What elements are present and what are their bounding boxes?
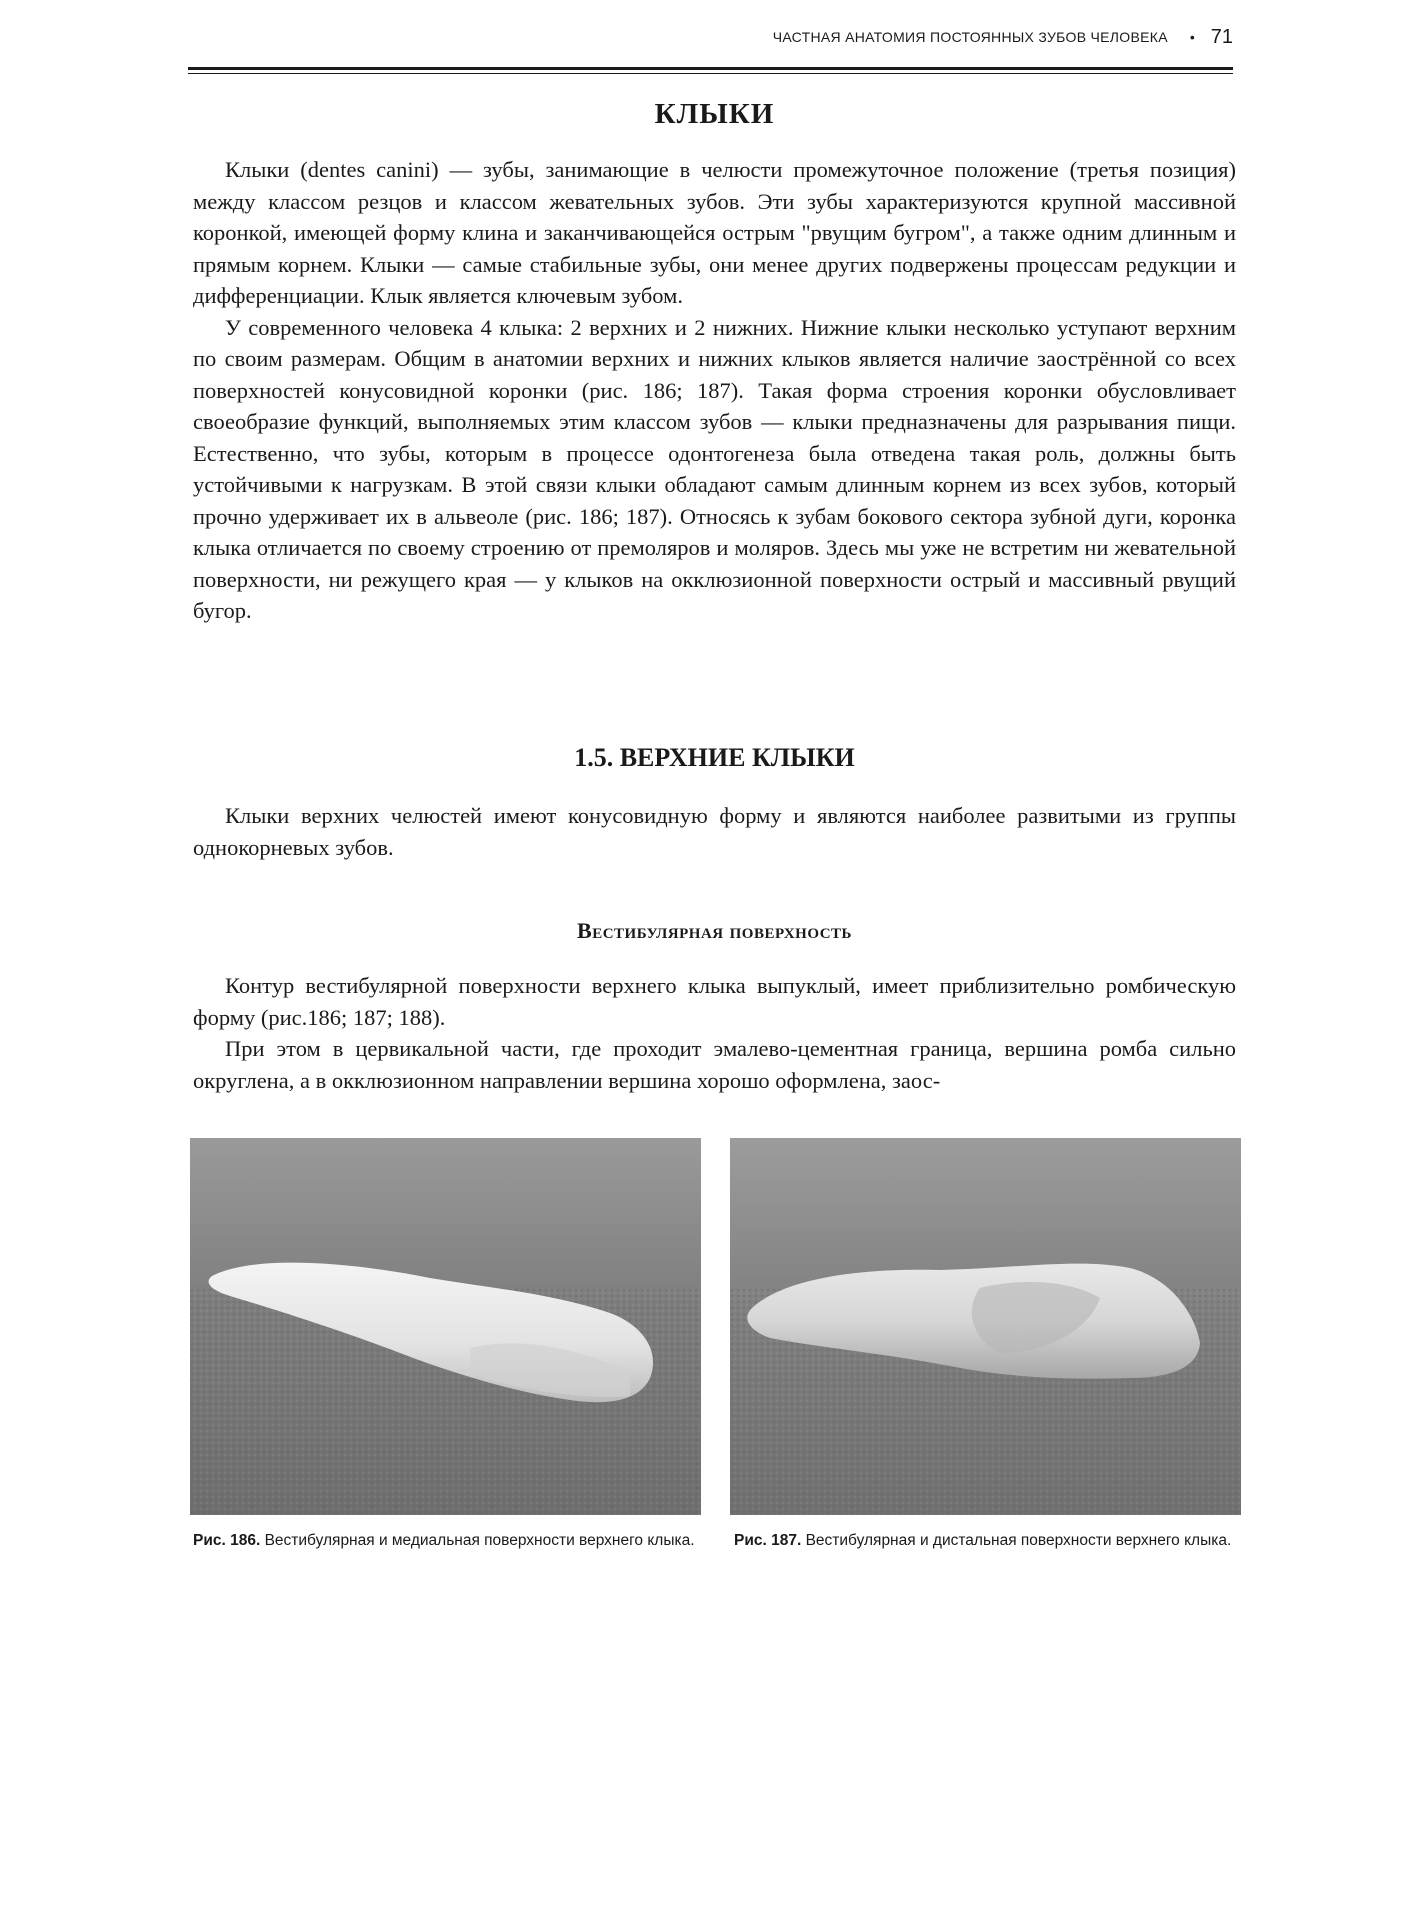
section-body — [193, 154, 1236, 627]
running-header — [188, 22, 1233, 52]
figure-187-caption-text: Вестибулярная и дистальная поверхности верхнего клыка. — [801, 1532, 1232, 1549]
subsection-title: 1.5. ВЕРХНИЕ КЛЫКИ — [574, 743, 855, 772]
subsubsection-body — [193, 970, 1236, 1096]
figure-186-caption-text: Вестибулярная и медиальная поверхности верхнего клыка. — [260, 1532, 695, 1549]
subsubsection-paragraph-1: Контур вестибулярной поверхности верхнего клыка выпуклый, имеет приблизительно ромбическую форму (рис.186; 187; 188). — [193, 973, 1236, 1030]
tooth-photo-186 — [190, 1138, 701, 1515]
figure-186-caption — [193, 1530, 713, 1552]
figure-186-label: Рис. 186. — [193, 1532, 261, 1549]
figure-187-label: Рис. 187. — [734, 1532, 802, 1549]
figure-187-caption — [734, 1530, 1254, 1552]
section-paragraph-2: У современного человека 4 клыка: 2 верхних и 2 нижних. Нижние клыки несколько уступают верхним по своим размерам. Общим в анатомии верхних и нижних клыков является наличие заострённой со всех поверхностей конусовидной коронки (рис. 186; 187). Такая форма строения коронки обусловливает своеобразие функций, выполняемых этим классом зубов — клыки предназначены для разрывания пищи. Естественно, что зубы, которым в процессе одонтогенеза была отведена такая роль, должны быть устойчивыми к нагрузкам. В этой связи клыки обладают самым длинным корнем из всех зубов, который прочно удерживает их в альвеоле (рис. 186; 187). Относясь к зубам бокового сектора зубной дуги, коронка клыка отличается по своему строению от премоляров и моляров. Здесь мы уже не встретим ни жевательной поверхности, ни режущего края — у клыков на окклюзионной поверхности острый и массивный рвущий бугор. — [193, 314, 1236, 623]
section-title: КЛЫКИ — [654, 98, 775, 130]
figure-187-photo — [730, 1138, 1241, 1515]
header-rule-thick — [188, 67, 1233, 70]
subsubsection-title: Вестибулярная поверхность — [577, 918, 852, 943]
page-number: 71 — [1210, 25, 1233, 48]
header-rule-thin — [188, 73, 1233, 74]
running-header-bullet: • — [1189, 29, 1195, 45]
figure-186-photo — [190, 1138, 701, 1515]
subsubsection-paragraph-2: При этом в цервикальной части, где проходит эмалево-цементная граница, вершина ромба сильно округлена, а в окклюзионном направлении вершина хорошо оформлена, заос- — [193, 1036, 1236, 1093]
running-header-title: ЧАСТНАЯ АНАТОМИЯ ПОСТОЯННЫХ ЗУБОВ ЧЕЛОВЕКА — [772, 29, 1168, 45]
tooth-photo-187 — [730, 1138, 1241, 1515]
subsection-body — [193, 800, 1236, 863]
subsection-paragraph: Клыки верхних челюстей имеют конусовидную форму и являются наиболее развитыми из группы однокорневых зубов. — [193, 803, 1236, 860]
section-paragraph-1: Клыки (dentes canini) — зубы, занимающие в челюсти промежуточное положение (третья позиция) между классом резцов и классом жевательных зубов. Эти зубы характеризуются крупной массивной коронкой, имеющей форму клина и заканчивающейся острым "рвущим бугром", а также одним длинным и прямым корнем. Клыки — самые стабильные зубы, они менее других подвержены процессам редукции и дифференциации. Клык является ключевым зубом. — [193, 157, 1236, 308]
